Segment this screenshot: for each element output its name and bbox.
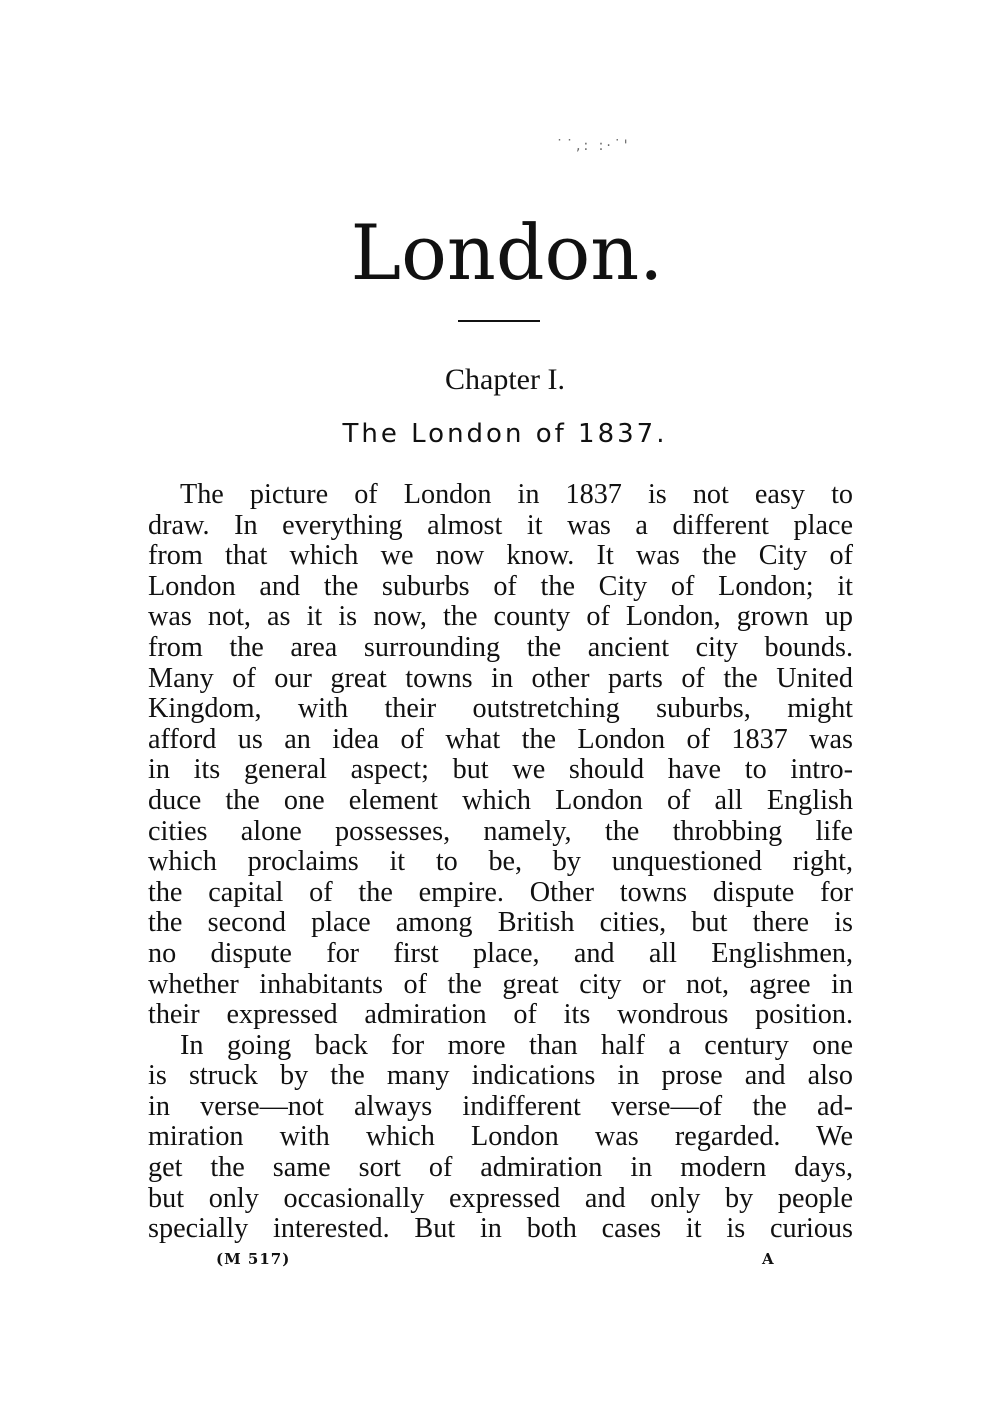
text-line: Many of our great towns in other parts of the United bbox=[148, 662, 853, 694]
text-line: get the same sort of admiration in modern days, bbox=[148, 1152, 853, 1184]
text-line: their expressed admiration of its wondrous position. bbox=[148, 999, 853, 1031]
text-line: cities alone possesses, namely, the throbbing life bbox=[148, 815, 853, 847]
text-line: miration with which London was regarded. We bbox=[148, 1121, 853, 1153]
chapter-heading: Chapter I. bbox=[445, 363, 565, 396]
text-line: but only occasionally expressed and only by people bbox=[148, 1182, 853, 1214]
text-line: in its general aspect; but we should have to intro- bbox=[148, 754, 853, 786]
text-line: specially interested. But in both cases it is curious bbox=[148, 1213, 853, 1245]
body-text bbox=[148, 480, 853, 1245]
text-line: the second place among British cities, but there is bbox=[148, 907, 853, 939]
title-divider bbox=[458, 320, 540, 322]
text-line: was not, as it is now, the county of London, grown up bbox=[148, 601, 853, 633]
page-title: London. bbox=[350, 208, 664, 297]
text-line: no dispute for first place, and all Englishmen, bbox=[148, 937, 853, 969]
text-line: duce the one element which London of all English bbox=[148, 784, 853, 816]
text-line: is struck by the many indications in prose and also bbox=[148, 1060, 853, 1092]
text-line: whether inhabitants of the great city or not, agree in bbox=[148, 968, 853, 1000]
text-line: London and the suburbs of the City of London; it bbox=[148, 570, 853, 602]
text-line: The picture of London in 1837 is not easy to bbox=[180, 479, 853, 510]
text-line: from that which we now know. It was the City of bbox=[148, 540, 853, 572]
printer-signature: (M 517) bbox=[216, 1250, 291, 1268]
text-line: draw. In everything almost it was a different place bbox=[148, 509, 853, 541]
text-line: In going back for more than half a century one bbox=[180, 1029, 853, 1061]
chapter-subtitle: The London of 1837. bbox=[342, 419, 668, 449]
text-line: from the area surrounding the ancient city bounds. bbox=[148, 631, 853, 663]
signature-mark: A bbox=[762, 1250, 774, 1268]
text-line: the capital of the empire. Other towns dispute for bbox=[148, 876, 853, 908]
text-line: in verse—not always indifferent verse—of the ad- bbox=[148, 1090, 853, 1122]
text-line: which proclaims it to be, by unquestioned right, bbox=[148, 846, 853, 878]
stray-marks: ˙˙,: :·˙' bbox=[556, 138, 631, 154]
text-line: Kingdom, with their outstretching suburbs, might bbox=[148, 693, 853, 725]
text-line: afford us an idea of what the London of 1837 was bbox=[148, 723, 853, 755]
